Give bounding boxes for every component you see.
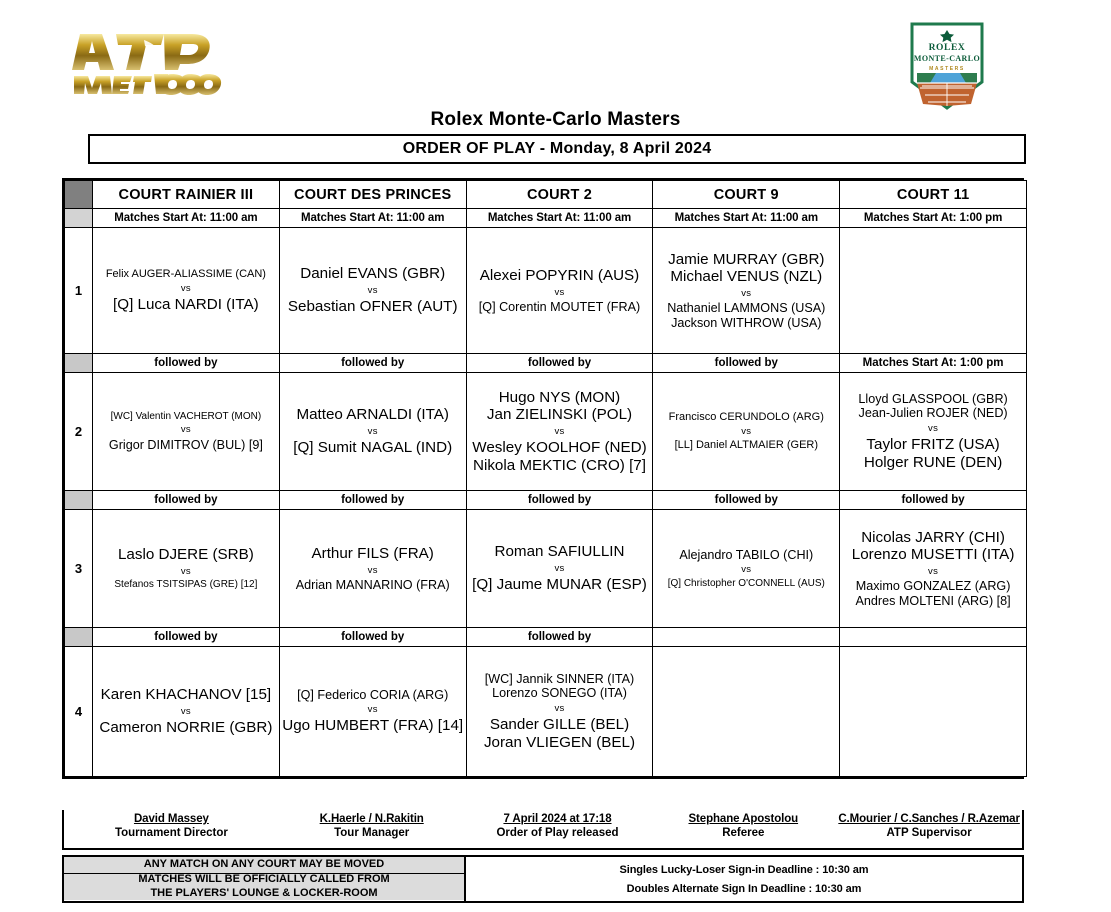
player-name: Grigor DIMITROV (BUL) [9] [108, 437, 263, 452]
match-pairing [653, 548, 839, 589]
followed-by-label: Matches Start At: 1:00 pm [840, 354, 1027, 373]
vs-label: vs [554, 286, 565, 298]
player-name: Wesley KOOLHOF (NED) [472, 439, 647, 456]
match-cell[interactable] [840, 510, 1027, 628]
match-row [65, 228, 1027, 354]
note-any-match-moved: ANY MATCH ON ANY COURT MAY BE MOVED [64, 857, 464, 874]
match-order-number: 3 [65, 510, 93, 628]
vs-label: vs [741, 564, 752, 576]
vs-label: vs [554, 425, 565, 437]
officials-bar [62, 810, 1024, 850]
player-name: [Q] Luca NARDI (ITA) [113, 295, 259, 313]
match-cell[interactable] [279, 373, 466, 491]
player-name: Alexei POPYRIN (AUS) [479, 266, 640, 284]
player-name: Jan ZIELINSKI (POL) [486, 406, 633, 424]
match-pairing [840, 529, 1026, 608]
match-row [65, 373, 1027, 491]
vs-label: vs [554, 702, 565, 714]
order-of-play-banner [88, 134, 1026, 164]
court-start-time: Matches Start At: 11:00 am [466, 209, 653, 228]
singles-signin-deadline: Singles Lucky-Loser Sign-in Deadline : 10:30 am [619, 863, 869, 876]
official-block [836, 810, 1022, 848]
official-role: ATP Supervisor [886, 827, 972, 839]
match-pairing [653, 251, 839, 330]
vs-label: vs [367, 284, 378, 296]
player-name: Sander GILLE (BEL) [489, 715, 630, 733]
vs-label: vs [180, 282, 191, 294]
followed-by-marker [65, 628, 93, 647]
player-name: Arthur FILS (FRA) [311, 544, 434, 562]
match-cell[interactable] [840, 373, 1027, 491]
notes-right [466, 857, 1022, 901]
official-name: C.Mourier / C.Sanches / R.Azemar [838, 813, 1020, 825]
followed-by-label: followed by [93, 628, 280, 647]
court-header: COURT DES PRINCES [279, 181, 466, 209]
followed-by-label: followed by [279, 491, 466, 510]
followed-by-row [65, 354, 1027, 373]
vs-label: vs [367, 564, 378, 576]
followed-by-label: followed by [93, 354, 280, 373]
match-cell-empty [653, 647, 840, 777]
player-name: Karen KHACHANOV [15] [100, 686, 272, 704]
notes-left [64, 857, 466, 901]
doubles-signin-deadline: Doubles Alternate Sign In Deadline : 10:30 am [626, 882, 862, 895]
player-name: Sebastian OFNER (AUT) [287, 298, 458, 315]
player-name: Matteo ARNALDI (ITA) [296, 406, 449, 424]
official-block [279, 810, 465, 848]
match-pairing [280, 265, 466, 315]
match-cell[interactable] [279, 228, 466, 354]
followed-by-row [65, 491, 1027, 510]
player-name: Lorenzo MUSETTI (ITA) [851, 546, 1015, 564]
match-pairing [467, 672, 653, 751]
match-cell[interactable] [279, 510, 466, 628]
note-matches-called [64, 874, 464, 900]
match-cell[interactable] [466, 228, 653, 354]
official-name: K.Haerle / N.Rakitin [319, 813, 424, 825]
match-cell[interactable] [279, 647, 466, 777]
match-pairing [653, 411, 839, 452]
vs-label: vs [741, 288, 752, 300]
notes-bar [62, 855, 1024, 903]
match-pairing [467, 543, 653, 593]
followed-by-marker [65, 354, 93, 373]
match-cell-empty [840, 228, 1027, 354]
note-line-1: MATCHES WILL BE OFFICIALLY CALLED FROM [138, 873, 390, 886]
player-name: Maximo GONZALEZ (ARG) [855, 579, 1011, 594]
player-name: Taylor FRITZ (USA) [866, 435, 1000, 453]
followed-by-label: followed by [466, 354, 653, 373]
official-block [64, 810, 279, 848]
official-role: Referee [722, 827, 765, 839]
player-name: [WC] Jannik SINNER (ITA) [484, 671, 635, 686]
match-cell[interactable] [93, 510, 280, 628]
grid-corner-cell-2 [65, 209, 93, 228]
start-times-row [65, 209, 1027, 228]
followed-by-label [653, 628, 840, 647]
player-name: [Q] Federico CORIA (ARG) [297, 687, 449, 702]
match-cell[interactable] [653, 373, 840, 491]
followed-by-label: followed by [466, 491, 653, 510]
followed-by-label: followed by [653, 354, 840, 373]
match-pairing [280, 406, 466, 456]
match-pairing [93, 546, 279, 590]
followed-by-label [840, 628, 1027, 647]
official-block [465, 810, 651, 848]
official-block [650, 810, 836, 848]
match-cell[interactable] [93, 373, 280, 491]
court-header: COURT 9 [653, 181, 840, 209]
player-name: Lorenzo SONEGO (ITA) [492, 686, 627, 701]
vs-label: vs [928, 422, 939, 434]
note-line-2: THE PLAYERS' LOUNGE & LOCKER-ROOM [150, 887, 378, 899]
vs-label: vs [367, 425, 378, 437]
tournament-title: Rolex Monte-Carlo Masters [430, 109, 681, 130]
player-name: Alejandro TABILO (CHI) [679, 547, 814, 562]
vs-label: vs [928, 566, 939, 578]
player-name: Nikola MEKTIC (CRO) [7] [472, 456, 646, 474]
match-row [65, 647, 1027, 777]
match-cell[interactable] [466, 510, 653, 628]
player-name: [LL] Daniel ALTMAIER (GER) [674, 439, 819, 451]
vs-label: vs [554, 562, 565, 574]
match-pairing [93, 686, 279, 736]
player-name: Ugo HUMBERT (FRA) [14] [282, 717, 464, 735]
followed-by-label: followed by [279, 354, 466, 373]
followed-by-label: followed by [93, 491, 280, 510]
official-name: David Massey [133, 813, 209, 825]
player-name: Holger RUNE (DEN) [863, 453, 1003, 471]
rolex-monte-carlo-masters-logo [908, 20, 986, 112]
player-name: [Q] Jaume MUNAR (ESP) [472, 576, 647, 593]
player-name: Michael VENUS (NZL) [670, 268, 823, 286]
player-name: Nathaniel LAMMONS (USA) [667, 301, 826, 316]
schedule-table [64, 180, 1027, 777]
vs-label: vs [741, 425, 752, 437]
match-row [65, 510, 1027, 628]
vs-label: vs [367, 704, 378, 716]
player-name: Adrian MANNARINO (FRA) [295, 577, 450, 592]
player-name: [WC] Valentin VACHEROT (MON) [110, 410, 262, 422]
match-cell[interactable] [93, 228, 280, 354]
followed-by-label: followed by [653, 491, 840, 510]
match-pairing [93, 411, 279, 452]
atp-masters-1000-logo [72, 26, 222, 96]
schedule-grid [62, 178, 1024, 779]
grid-corner-cell [65, 181, 93, 209]
followed-by-marker [65, 491, 93, 510]
followed-by-label: followed by [840, 491, 1027, 510]
match-cell[interactable] [653, 228, 840, 354]
player-name: Lloyd GLASSPOOL (GBR) [858, 391, 1008, 406]
official-role: Order of Play released [496, 827, 619, 839]
player-name: [Q] Corentin MOUTET (FRA) [478, 299, 641, 314]
player-name: Roman SAFIULLIN [494, 543, 625, 561]
match-cell-empty [840, 647, 1027, 777]
court-header-row [65, 181, 1027, 209]
court-header: COURT 11 [840, 181, 1027, 209]
player-name: Francisco CERUNDOLO (ARG) [668, 411, 824, 424]
followed-by-row [65, 628, 1027, 647]
court-header: COURT RAINIER III [93, 181, 280, 209]
player-name: Joran VLIEGEN (BEL) [483, 733, 636, 751]
player-name: Jackson WITHROW (USA) [671, 315, 822, 330]
court-start-time: Matches Start At: 11:00 am [93, 209, 280, 228]
player-name: Daniel EVANS (GBR) [300, 265, 446, 283]
player-name: Laslo DJERE (SRB) [117, 546, 254, 564]
official-role: Tour Manager [334, 827, 410, 839]
svg-text:MASTERS: MASTERS [929, 66, 965, 72]
match-order-number: 2 [65, 373, 93, 491]
vs-label: vs [180, 566, 191, 577]
match-pairing [280, 545, 466, 592]
followed-by-label: followed by [466, 628, 653, 647]
match-pairing [467, 389, 653, 475]
match-pairing [93, 268, 279, 313]
official-role: Tournament Director [114, 827, 228, 839]
followed-by-label: followed by [279, 628, 466, 647]
court-start-time: Matches Start At: 11:00 am [279, 209, 466, 228]
match-order-number: 1 [65, 228, 93, 354]
player-name: Jamie MURRAY (GBR) [668, 250, 825, 268]
match-cell[interactable] [93, 647, 280, 777]
player-name: Felix AUGER-ALIASSIME (CAN) [105, 267, 266, 280]
official-name: 7 April 2024 at 17:18 [503, 813, 612, 825]
match-cell[interactable] [653, 510, 840, 628]
svg-text:MONTE-CARLO: MONTE-CARLO [913, 54, 981, 63]
player-name: Stefanos TSITSIPAS (GRE) [12] [114, 579, 258, 591]
svg-text:ROLEX: ROLEX [928, 43, 966, 53]
match-cell[interactable] [466, 647, 653, 777]
player-name: Hugo NYS (MON) [498, 388, 621, 406]
court-start-time: Matches Start At: 1:00 pm [840, 209, 1027, 228]
match-pairing [840, 392, 1026, 471]
court-start-time: Matches Start At: 11:00 am [653, 209, 840, 228]
official-name: Stephane Apostolou [688, 813, 799, 825]
player-name: [Q] Sumit NAGAL (IND) [293, 439, 453, 456]
player-name: Cameron NORRIE (GBR) [99, 719, 273, 736]
vs-label: vs [180, 424, 191, 436]
match-order-number: 4 [65, 647, 93, 777]
player-name: Nicolas JARRY (CHI) [861, 528, 1005, 546]
vs-label: vs [180, 705, 191, 717]
match-pairing [280, 688, 466, 735]
court-header: COURT 2 [466, 181, 653, 209]
match-cell[interactable] [466, 373, 653, 491]
match-pairing [467, 267, 653, 314]
player-name: [Q] Christopher O'CONNELL (AUS) [667, 577, 825, 589]
player-name: Jean-Julien ROJER (NED) [858, 406, 1008, 421]
order-of-play-text: ORDER OF PLAY - Monday, 8 April 2024 [402, 140, 712, 157]
player-name: Andres MOLTENI (ARG) [8] [855, 593, 1011, 608]
